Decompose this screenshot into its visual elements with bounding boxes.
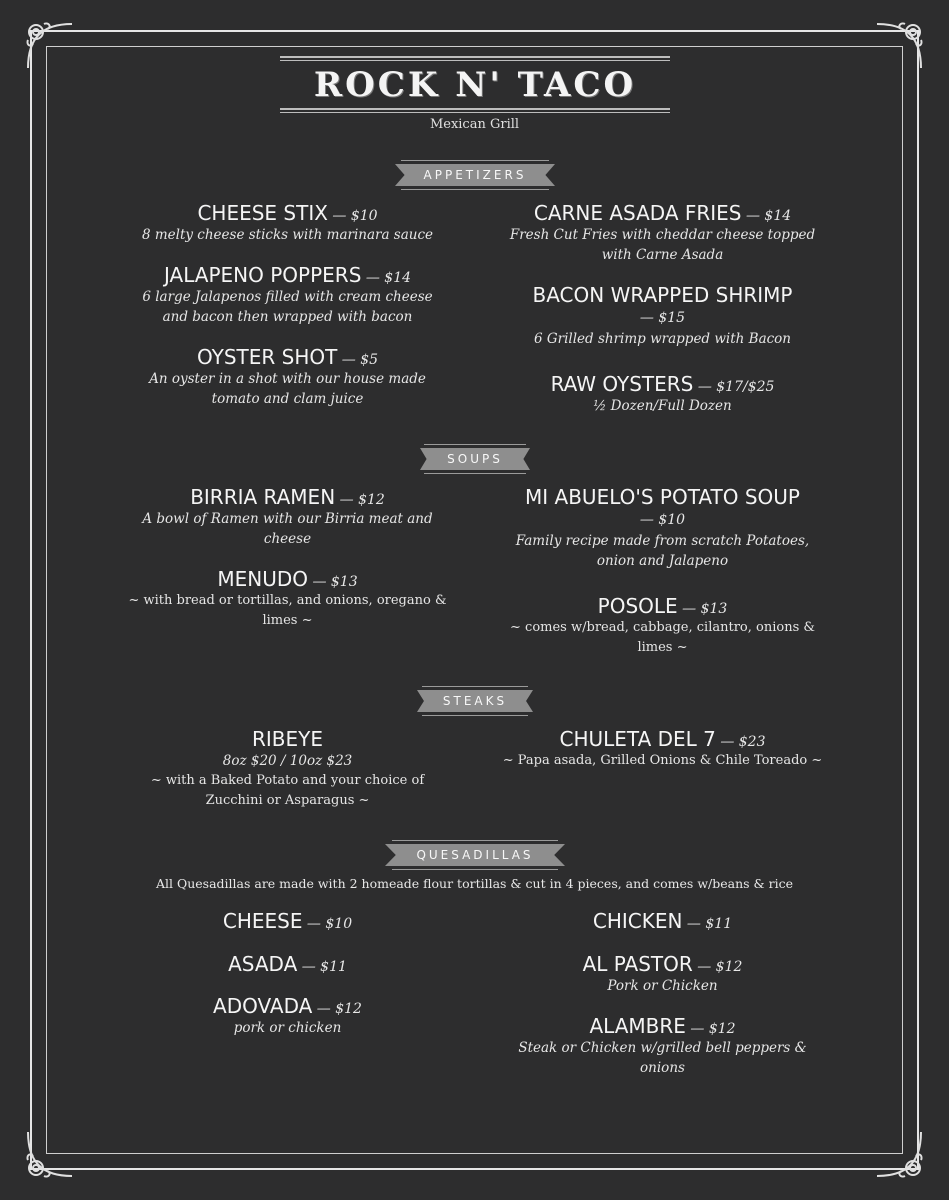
- item-description: cheese: [263, 531, 312, 547]
- item-description: ½ Dozen/Full Dozen: [593, 398, 732, 414]
- item-price: 8oz $20 / 10oz $23: [222, 753, 353, 769]
- item-name: CHICKEN: [592, 909, 683, 933]
- menu-item-chuleta: [480, 727, 845, 771]
- menu-item-alambre-quesadilla: [480, 1014, 845, 1078]
- menu-item-carne-asada-fries: [480, 201, 845, 265]
- item-price: — $14: [361, 270, 412, 286]
- menu-item-ribeye: [110, 727, 465, 811]
- item-description: limes ~: [637, 640, 688, 655]
- divider: [280, 56, 670, 61]
- section-label: APPETIZERS: [423, 168, 527, 182]
- corner-flourish-icon: [871, 1126, 927, 1182]
- item-price: — $10: [327, 208, 378, 224]
- item-name: ASADA: [228, 952, 298, 976]
- menu-item-asada-quesadilla: [110, 952, 465, 976]
- page-title: ROCK N' TACO: [313, 65, 637, 105]
- item-description: Steak or Chicken w/grilled bell peppers &: [518, 1040, 807, 1056]
- corner-flourish-icon: [22, 1126, 78, 1182]
- quesadillas-note: All Quesadillas are made with 2 homeade flour tortillas & cut in 4 pieces, and comes w/beans & rice: [155, 876, 793, 891]
- menu-item-posole: [480, 594, 845, 658]
- item-description: with Carne Asada: [601, 247, 724, 263]
- item-price: — $13: [677, 601, 728, 617]
- item-name: RAW OYSTERS: [550, 372, 694, 396]
- section-banner-steaks: [417, 690, 533, 712]
- section-label: QUESADILLAS: [416, 848, 534, 862]
- item-description: tomato and clam juice: [211, 391, 364, 407]
- item-name: ADOVADA: [213, 994, 313, 1018]
- item-description: 6 Grilled shrimp wrapped with Bacon: [533, 331, 792, 347]
- item-price: — $12: [335, 492, 385, 508]
- item-name: POSOLE: [597, 594, 678, 618]
- item-price: — $5: [337, 352, 379, 368]
- menu-item-bacon-wrapped-shrimp: [480, 283, 845, 349]
- section-banner-quesadillas: [385, 844, 565, 866]
- item-name: CARNE ASADA FRIES: [533, 201, 742, 225]
- menu-item-cheese-quesadilla: [110, 909, 465, 933]
- item-name: RIBEYE: [251, 727, 323, 751]
- menu-item-chicken-quesadilla: [480, 909, 845, 933]
- section-banner-appetizers: [395, 164, 555, 186]
- menu-item-adovada-quesadilla: [110, 994, 465, 1038]
- menu-item-raw-oysters: [480, 372, 845, 416]
- item-description: onion and Jalapeno: [596, 553, 729, 569]
- item-price: — $10: [639, 512, 686, 528]
- item-description: onions: [640, 1060, 685, 1076]
- item-price: — $17/$25: [693, 379, 775, 395]
- item-price: — $13: [308, 574, 358, 590]
- section-banner-soups: [420, 448, 530, 470]
- item-name: MENUDO: [217, 567, 308, 591]
- item-price: — $14: [741, 208, 792, 224]
- item-description: pork or chicken: [233, 1020, 342, 1036]
- corner-flourish-icon: [871, 18, 927, 74]
- item-description: Family recipe made from scratch Potatoes,: [515, 533, 810, 549]
- menu-item-potato-soup: [480, 485, 845, 571]
- item-description: A bowl of Ramen with our Birria meat and: [142, 511, 433, 527]
- item-description: limes ~: [262, 613, 313, 628]
- menu-item-jalapeno-poppers: [110, 263, 465, 327]
- section-label: STEAKS: [442, 694, 508, 708]
- item-price: — $23: [715, 734, 766, 750]
- menu-item-birria-ramen: [110, 485, 465, 549]
- item-description: Pork or Chicken: [607, 978, 718, 994]
- title-block: [280, 56, 670, 113]
- item-name: BIRRIA RAMEN: [190, 485, 336, 509]
- item-price: — $11: [297, 959, 347, 975]
- item-name: CHEESE STIX: [197, 201, 328, 225]
- menu-item-menudo: [110, 567, 465, 631]
- menu-item-oyster-shot: [110, 345, 465, 409]
- item-description: and bacon then wrapped with bacon: [162, 309, 413, 325]
- item-description: Zucchini or Asparagus ~: [205, 793, 370, 808]
- item-name: AL PASTOR: [582, 952, 693, 976]
- item-description: Fresh Cut Fries with cheddar cheese topped: [509, 227, 816, 243]
- item-description: ~ with a Baked Potato and your choice of: [150, 773, 425, 788]
- corner-flourish-icon: [22, 18, 78, 74]
- item-name: CHEESE: [222, 909, 303, 933]
- section-label: SOUPS: [447, 452, 503, 466]
- item-price: — $11: [682, 916, 733, 932]
- item-name: OYSTER SHOT: [196, 345, 338, 369]
- item-description: ~ Papa asada, Grilled Onions & Chile Toreado ~: [502, 753, 823, 768]
- item-description: ~ with bread or tortillas, and onions, oregano &: [128, 593, 447, 608]
- item-name: JALAPENO POPPERS: [163, 263, 362, 287]
- item-price: — $12: [312, 1001, 362, 1017]
- menu-item-cheese-stix: [110, 201, 465, 245]
- item-description: 6 large Jalapenos filled with cream cheese: [142, 289, 433, 305]
- item-description: ~ comes w/bread, cabbage, cilantro, onions &: [510, 620, 815, 635]
- item-price: — $10: [302, 916, 353, 932]
- item-name: CHULETA DEL 7: [559, 727, 716, 751]
- item-price: — $15: [639, 310, 686, 326]
- item-price: — $12: [692, 959, 743, 975]
- item-name: ALAMBRE: [589, 1014, 686, 1038]
- menu-item-al-pastor-quesadilla: [480, 952, 845, 996]
- page-subtitle: Mexican Grill: [429, 117, 520, 132]
- divider: [280, 108, 670, 113]
- item-description: 8 melty cheese sticks with marinara sauce: [141, 227, 434, 243]
- item-name: BACON WRAPPED SHRIMP: [532, 283, 793, 307]
- item-price: — $12: [685, 1021, 736, 1037]
- item-description: An oyster in a shot with our house made: [149, 371, 426, 387]
- item-name: MI ABUELO'S POTATO SOUP: [525, 485, 800, 509]
